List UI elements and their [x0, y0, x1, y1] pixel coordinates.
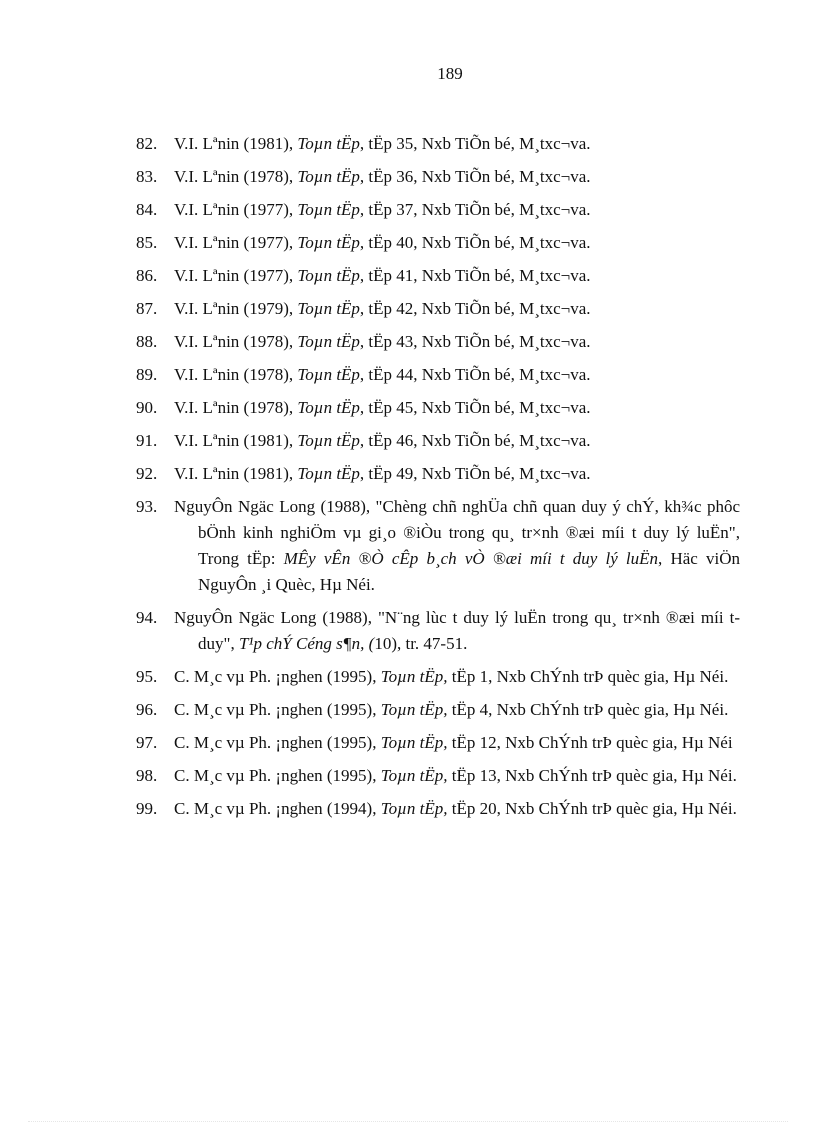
reference-number: 82.	[136, 134, 158, 153]
reference-number: 91.	[136, 431, 158, 450]
reference-title: Toµn tËp	[297, 134, 360, 153]
reference-title: Toµn tËp	[297, 464, 360, 483]
reference-title: T¹p chÝ Céng s¶n, (	[238, 634, 375, 653]
reference-details: , tËp 45, Nxb TiÕn bé, M¸txc¬va.	[359, 398, 591, 417]
reference-item	[136, 362, 740, 388]
reference-details: , tËp 42, Nxb TiÕn bé, M¸txc¬va.	[359, 299, 591, 318]
reference-details: tËp 4, Nxb ChÝnh trÞ quèc gia, Hµ Néi.	[447, 700, 729, 719]
reference-item	[136, 428, 740, 454]
reference-text: C. M¸c vµ Ph. ¡nghen (1994),	[174, 799, 381, 818]
reference-details: , Häc viÖn NguyÔn ¸i Quèc, Hµ Néi.	[198, 549, 740, 594]
reference-number: 95.	[136, 667, 158, 686]
reference-text: C. M¸c vµ Ph. ¡nghen (1995),	[174, 667, 381, 686]
reference-details: , tËp 44, Nxb TiÕn bé, M¸txc¬va.	[359, 365, 591, 384]
reference-text: V.I. Lªnin (1981),	[174, 431, 298, 450]
reference-number: 99.	[136, 799, 158, 818]
reference-item	[136, 230, 740, 256]
reference-item	[136, 263, 740, 289]
reference-details: 10), tr. 47-51.	[374, 634, 468, 653]
reference-number: 94.	[136, 608, 158, 627]
reference-details: , tËp 37, Nxb TiÕn bé, M¸txc¬va.	[359, 200, 591, 219]
reference-details: , tËp 49, Nxb TiÕn bé, M¸txc¬va.	[359, 464, 591, 483]
reference-number: 93.	[136, 497, 158, 516]
reference-item	[136, 730, 740, 756]
reference-item	[136, 164, 740, 190]
reference-title: MÊy vÊn ®Ò cÊp b¸ch vÒ ®æi míi t duy lý luËn	[283, 549, 659, 568]
reference-title: Toµn tËp,	[380, 799, 448, 818]
reference-details: tËp 1, Nxb ChÝnh trÞ quèc gia, Hµ Néi.	[447, 667, 729, 686]
reference-title: Toµn tËp	[297, 200, 360, 219]
reference-details: , tËp 35, Nxb TiÕn bé, M¸txc¬va.	[359, 134, 591, 153]
reference-title: Toµn tËp	[297, 266, 360, 285]
reference-details: , tËp 36, Nxb TiÕn bé, M¸txc¬va.	[359, 167, 591, 186]
reference-number: 96.	[136, 700, 158, 719]
reference-text: V.I. Lªnin (1978),	[174, 332, 298, 351]
reference-details: , tËp 46, Nxb TiÕn bé, M¸txc¬va.	[359, 431, 591, 450]
reference-number: 92.	[136, 464, 158, 483]
reference-item	[136, 605, 740, 657]
reference-title: Toµn tËp	[297, 431, 360, 450]
reference-text: V.I. Lªnin (1978),	[174, 167, 298, 186]
reference-details: tËp 13, Nxb ChÝnh trÞ quèc gia, Hµ Néi.	[447, 766, 737, 785]
reference-text: C. M¸c vµ Ph. ¡nghen (1995),	[174, 766, 381, 785]
reference-list	[136, 131, 740, 862]
reference-number: 85.	[136, 233, 158, 252]
page-number: 189	[437, 64, 463, 83]
reference-title: Toµn tËp,	[380, 733, 448, 752]
reference-details: , tËp 40, Nxb TiÕn bé, M¸txc¬va.	[359, 233, 591, 252]
reference-text: C. M¸c vµ Ph. ¡nghen (1995),	[174, 733, 381, 752]
reference-text: V.I. Lªnin (1979),	[174, 299, 298, 318]
reference-item	[136, 461, 740, 487]
reference-text: V.I. Lªnin (1977),	[174, 200, 298, 219]
reference-item	[136, 494, 740, 598]
reference-text: V.I. Lªnin (1981),	[174, 134, 298, 153]
reference-title: Toµn tËp	[297, 332, 360, 351]
reference-text: V.I. Lªnin (1978),	[174, 398, 298, 417]
reference-text: NguyÔn Ngäc Long (1988), "N¨ng lùc t duy lý luËn trong qu¸ tr×nh ®æi míi t duy",	[174, 608, 740, 653]
reference-item	[136, 131, 740, 157]
reference-details: tËp 20, Nxb ChÝnh trÞ quèc gia, Hµ Néi.	[447, 799, 737, 818]
reference-number: 89.	[136, 365, 158, 384]
reference-title: Toµn tËp,	[380, 667, 448, 686]
reference-text: NguyÔn Ngäc Long (1988), "Chèng chñ nghÜa chñ quan duy ý chÝ, kh¾c phôc bÖnh kinh nghiÖm vµ gi¸o ®iÒu trong qu¸ tr×nh ®æi míi t duy lý luËn", Trong tËp:	[174, 497, 740, 568]
reference-title: Toµn tËp	[297, 167, 360, 186]
reference-item	[136, 697, 740, 723]
reference-number: 97.	[136, 733, 158, 752]
reference-title: Toµn tËp	[297, 365, 360, 384]
reference-item	[136, 197, 740, 223]
reference-item	[136, 664, 740, 690]
reference-title: Toµn tËp,	[380, 766, 448, 785]
reference-number: 83.	[136, 167, 158, 186]
reference-title: Toµn tËp,	[380, 700, 448, 719]
reference-item	[136, 763, 740, 789]
reference-item	[136, 796, 740, 822]
reference-text: V.I. Lªnin (1977),	[174, 266, 298, 285]
reference-item	[136, 329, 740, 355]
reference-number: 88.	[136, 332, 158, 351]
reference-text: V.I. Lªnin (1977),	[174, 233, 298, 252]
reference-title: Toµn tËp	[297, 233, 360, 252]
reference-item	[136, 395, 740, 421]
reference-title: Toµn tËp	[297, 299, 360, 318]
reference-number: 98.	[136, 766, 158, 785]
reference-number: 86.	[136, 266, 158, 285]
reference-details: , tËp 43, Nxb TiÕn bé, M¸txc¬va.	[359, 332, 591, 351]
reference-details: tËp 12, Nxb ChÝnh trÞ quèc gia, Hµ Néi	[447, 733, 733, 752]
reference-text: V.I. Lªnin (1978),	[174, 365, 298, 384]
reference-item	[136, 829, 740, 855]
reference-text: V.I. Lªnin (1981),	[174, 464, 298, 483]
page-bottom-divider	[28, 1121, 788, 1122]
reference-text: C. M¸c vµ Ph. ¡nghen (1995),	[174, 700, 381, 719]
reference-title: Toµn tËp	[297, 398, 360, 417]
reference-item	[136, 296, 740, 322]
reference-number: 84.	[136, 200, 158, 219]
reference-number: 87.	[136, 299, 158, 318]
reference-details: , tËp 41, Nxb TiÕn bé, M¸txc¬va.	[359, 266, 591, 285]
reference-number: 90.	[136, 398, 158, 417]
